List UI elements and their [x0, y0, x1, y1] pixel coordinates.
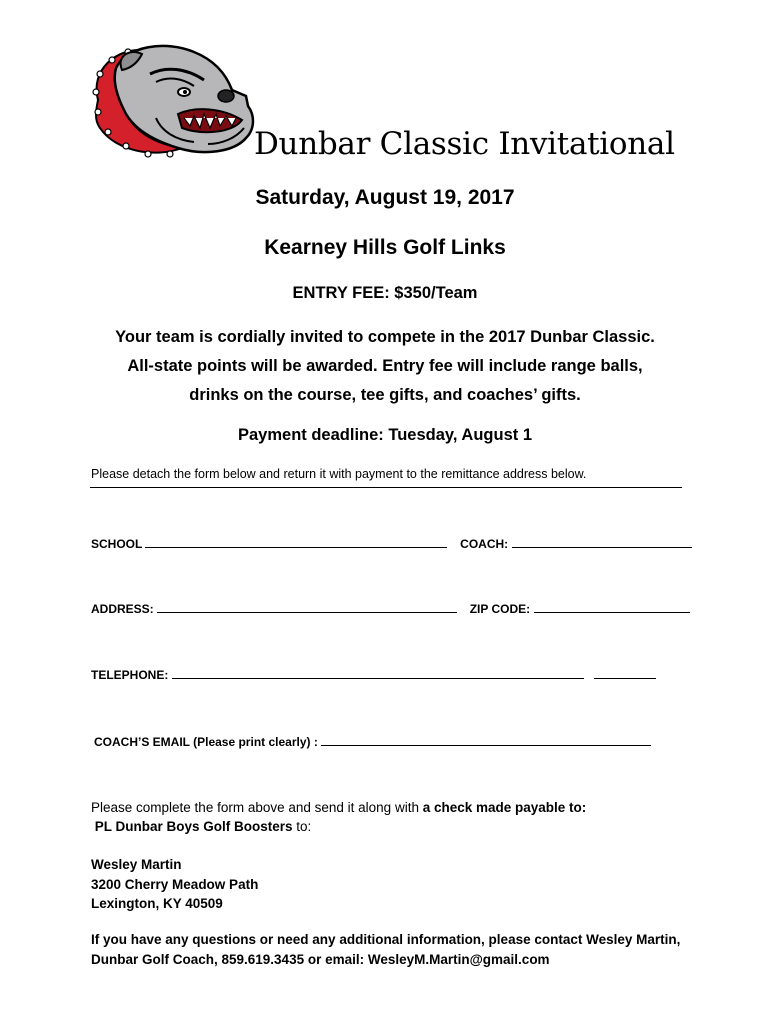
invitation-line: Your team is cordially invited to compete in the 2017 Dunbar Classic. [115, 328, 655, 346]
invitation-line: All-state points will be awarded. Entry fee will include range balls, [127, 357, 643, 375]
event-title: Dunbar Classic Invitational [254, 126, 675, 162]
zip-field[interactable] [534, 601, 690, 613]
event-date: Saturday, August 19, 2017 [255, 186, 515, 209]
remit-name: Wesley Martin [91, 857, 182, 872]
entry-fee: ENTRY FEE: $350/Team [292, 284, 478, 302]
telephone-field[interactable] [172, 667, 584, 679]
instructions-text: Please complete the form above and send it along with [91, 800, 423, 815]
school-coach-row [91, 536, 692, 551]
email-label: COACH’S EMAIL (Please print clearly) : [94, 735, 318, 749]
instructions-check-note: a check made payable to: [422, 800, 587, 815]
address-zip-row [91, 601, 690, 616]
instructions-to: to: [292, 819, 312, 834]
detach-divider [90, 487, 682, 488]
instructions [91, 798, 586, 836]
contact-line: If you have any questions or need any additional information, please contact Wesley Martin, [91, 932, 681, 947]
contact-line: Dunbar Golf Coach, 859.619.3435 or email: WesleyM.Martin@gmail.com [91, 951, 550, 967]
telephone-label: TELEPHONE: [91, 668, 169, 682]
remittance-address [91, 855, 258, 914]
payment-deadline: Payment deadline: Tuesday, August 1 [237, 426, 532, 444]
event-venue: Kearney Hills Golf Links [264, 236, 506, 259]
school-label: SCHOOL [91, 537, 143, 551]
email-field[interactable] [321, 734, 651, 746]
bulldog-mascot-icon [86, 40, 258, 162]
invitation-line: drinks on the course, tee gifts, and coaches’ gifts. [189, 386, 581, 404]
telephone-row [91, 667, 656, 682]
payee-name: PL Dunbar Boys Golf Boosters [94, 819, 293, 834]
address-label: ADDRESS: [91, 602, 154, 616]
zip-label: ZIP CODE: [469, 602, 531, 616]
email-row [94, 734, 651, 749]
address-field[interactable] [157, 601, 457, 613]
school-field[interactable] [145, 536, 447, 548]
remit-street: 3200 Cherry Meadow Path [91, 876, 259, 892]
coach-label: COACH: [460, 537, 509, 551]
detach-note: Please detach the form below and return it with payment to the remittance address below. [91, 467, 587, 481]
contact-info [91, 930, 680, 969]
remit-city: Lexington, KY 40509 [91, 896, 223, 911]
coach-field[interactable] [512, 536, 692, 548]
telephone-extra-field[interactable] [594, 667, 656, 679]
invitation-text [0, 323, 770, 410]
